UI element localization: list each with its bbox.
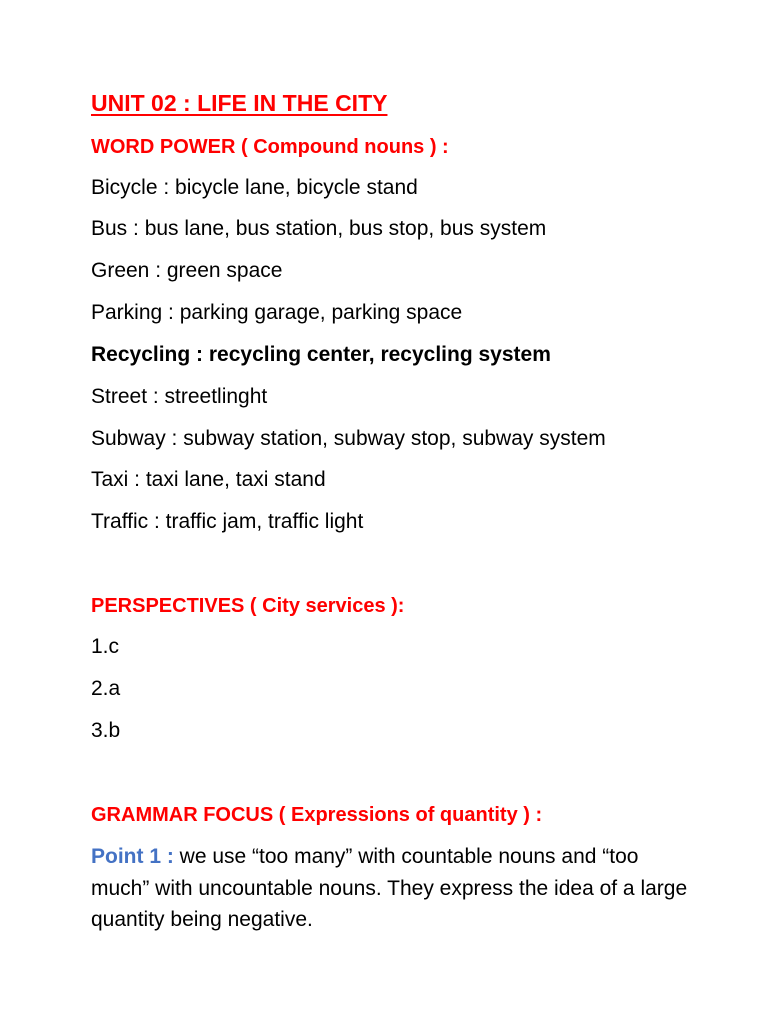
page-title: UNIT 02 : LIFE IN THE CITY: [91, 90, 388, 116]
point-label: Point 1 :: [91, 845, 174, 868]
point-text: we use “too many” with countable nouns and “too much” with uncountable nouns. They express the idea of a large quantity being negative.: [91, 845, 688, 931]
perspectives-heading: PERSPECTIVES ( City services ):: [91, 595, 405, 617]
grammar-focus-heading: GRAMMAR FOCUS ( Expressions of quantity ) :: [91, 804, 543, 826]
word-power-item-green: Green : green space: [91, 259, 283, 282]
word-power-item-taxi: Taxi : taxi lane, taxi stand: [91, 468, 326, 491]
word-power-item-subway: Subway : subway station, subway stop, subway system: [91, 427, 606, 450]
grammar-point-paragraph: [91, 841, 691, 936]
perspectives-answer: 2.a: [91, 677, 121, 700]
word-power-item-traffic: Traffic : traffic jam, traffic light: [91, 510, 364, 533]
word-power-item-bus: Bus : bus lane, bus station, bus stop, bus system: [91, 217, 547, 240]
word-power-item-recycling: Recycling : recycling center, recycling system: [91, 343, 551, 366]
perspectives-answer: 3.b: [91, 719, 121, 742]
word-power-heading: WORD POWER ( Compound nouns ) :: [91, 136, 449, 158]
word-power-item-street: Street : streetlinght: [91, 385, 268, 408]
word-power-item-parking: Parking : parking garage, parking space: [91, 301, 463, 324]
perspectives-answer: 1.c: [91, 635, 120, 658]
word-power-item-bicycle: Bicycle : bicycle lane, bicycle stand: [91, 176, 418, 199]
